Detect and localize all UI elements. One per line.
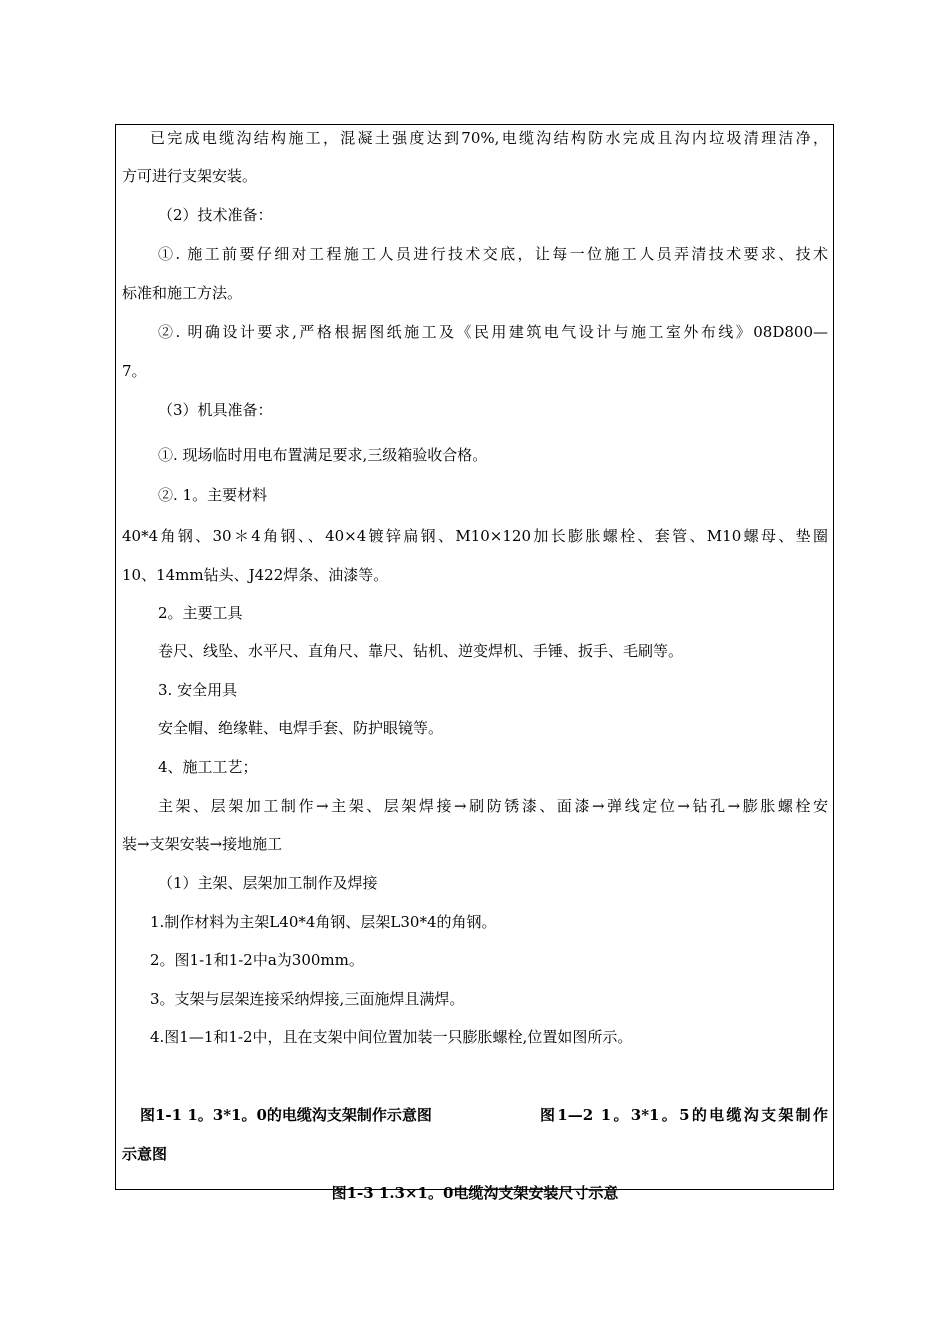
paragraph-line: ②. 1。主要材料 — [158, 486, 268, 504]
paragraph-line: ①. 施工前要仔细对工程施工人员进行技术交底，让每一位施工人员弄清技术要求、技术 — [158, 245, 828, 263]
paragraph-line: 2。主要工具 — [158, 604, 243, 622]
figure-caption: 图1-3 1.3×1。0电缆沟支架安装尺寸示意 — [331, 1184, 619, 1202]
paragraph-line: 主架、层架加工制作→主架、层架焊接→刷防锈漆、面漆→弹线定位→钻孔→膨胀螺栓安 — [158, 797, 828, 815]
paragraph-line: 10、14mm钻头、J422焊条、油漆等。 — [122, 566, 389, 584]
paragraph-line: 1.制作材料为主架L40*4角钢、层架L30*4的角钢。 — [150, 913, 497, 931]
figure-caption: 示意图 — [122, 1145, 168, 1163]
paragraph-line: 已完成电缆沟结构施工，混凝土强度达到70%,电缆沟结构防水完成且沟内垃圾清理洁净， — [150, 129, 828, 147]
paragraph-line: 标准和施工方法。 — [122, 284, 243, 302]
paragraph-line: 安全帽、绝缘鞋、电焊手套、防护眼镜等。 — [158, 719, 444, 737]
section-heading: （2）技术准备： — [158, 206, 273, 224]
paragraph-line: 40*4角钢、30＊4角钢、、40×4镀锌扁钢、M10×120加长膨胀螺栓、套管、M10螺母、垫圈 — [122, 527, 828, 545]
paragraph-line: 2。图1-1和1-2中a为300mm。 — [150, 951, 364, 969]
section-heading: （3）机具准备： — [158, 401, 273, 419]
paragraph-line: 7。 — [122, 362, 147, 380]
paragraph-line: 4.图1—1和1-2中，且在支架中间位置加装一只膨胀螺栓,位置如图所示。 — [150, 1028, 633, 1046]
paragraph-line: 装→支架安装→接地施工 — [122, 835, 283, 853]
section-heading: （1）主架、层架加工制作及焊接 — [158, 874, 378, 892]
paragraph-line: 方可进行支架安装。 — [122, 167, 258, 185]
paragraph-line: 3. 安全用具 — [158, 681, 238, 699]
figure-caption: 图1-1 1。3*1。0的电缆沟支架制作示意图 — [140, 1106, 432, 1124]
paragraph-line: ②. 明确设计要求,严格根据图纸施工及《民用建筑电气设计与施工室外布线》08D800— — [158, 323, 828, 341]
paragraph-line: ①. 现场临时用电布置满足要求,三级箱验收合格。 — [158, 446, 488, 464]
paragraph-line: 4、施工工艺； — [158, 758, 258, 776]
figure-caption: 图1—2 1。3*1。5的电缆沟支架制作 — [540, 1106, 828, 1124]
paragraph-line: 卷尺、线坠、水平尺、直角尺、靠尺、钻机、逆变焊机、手锤、扳手、毛刷等。 — [158, 642, 684, 660]
paragraph-line: 3。支架与层架连接采纳焊接,三面施焊且满焊。 — [150, 990, 465, 1008]
